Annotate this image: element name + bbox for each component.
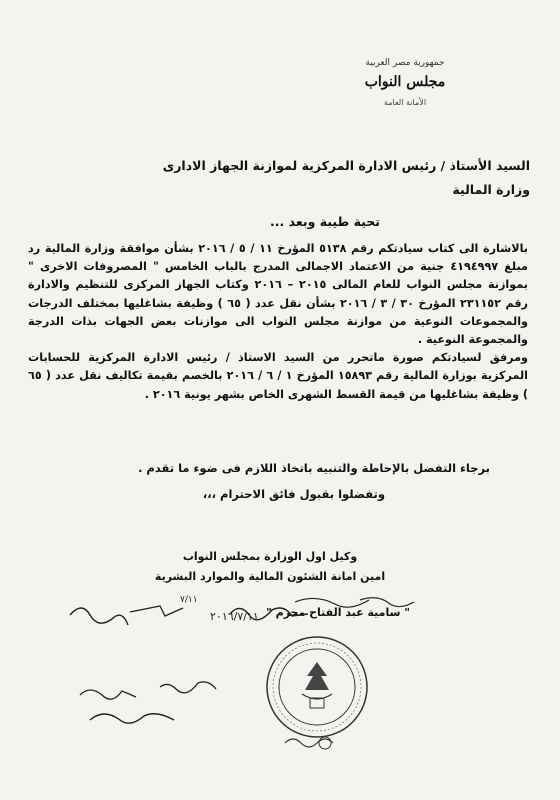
signatory-block	[120, 547, 420, 587]
letterhead	[335, 58, 475, 107]
body-paragraph-1: بالاشارة الى كتاب سيادتكم رقم ٥١٣٨ المؤرخ ١١ / ٥ / ٢٠١٦ بشأن موافقة وزارة المالية رد مبلغ ٤١٩٤٩٩٧ جنية من الاعتماد الاجمالى المدرج بالباب الخامس " المصروفات الاخرى " بموازنة مجلس النواب للعام المالى ٢٠١٥ – ٢٠١٦ وكتاب الجهاز المركزى للتنظيم والادارة رقم ٢٣١١٥٢ المؤرخ ٣٠ / ٣ / ٢٠١٦ بشأن نقل عدد ( ٦٥ ) وظيفة بشاغليها بمختلف الدرجات والمجموعات النوعية من موازنة مجلس النواب الى موازنات بعض الجهات بذات الدرجة والمجموعة النوعية .	[28, 242, 528, 347]
letter-body	[28, 240, 528, 404]
signatory-title-1: وكيل اول الوزارة بمجلس النواب	[182, 550, 358, 563]
handwritten-note: ٧/١١	[180, 595, 198, 605]
greeting: تحية طيبة وبعد ...	[270, 214, 380, 229]
closing-request: برجاء التفضل بالإحاطة والتنبيه باتخاذ اللازم فى ضوء ما تقدم .	[138, 461, 490, 475]
country-name: جمهورية مصر العربية	[365, 58, 445, 68]
secretariat-name: الأمانة العامة	[383, 98, 427, 107]
addressee-line-1: السيد الأستاذ / رئيس الادارة المركزية لموازنة الجهاز الادارى	[162, 158, 530, 173]
seal-number-scribble	[280, 728, 340, 758]
handwritten-notes-lower	[70, 675, 230, 735]
signatory-name: " سامية عبد الفتاح محرم "	[266, 606, 410, 619]
council-name: مجلس النواب	[364, 74, 446, 90]
signatory-title-2: امين امانة الشئون المالية والموارد البشرية	[154, 570, 386, 583]
body-paragraph-2: ومرفق لسيادتكم صورة ماتحرر من السيد الاستاذ / رئيس الادارة المركزية للحسابات المركزية بوزارة المالية رقم ١٥٨٩٣ المؤرخ ١ / ٦ / ٢٠١٦ بالخصم بقيمة تكاليف نقل عدد ( ٦٥ ) وظيفة بشاغليها من قيمة القسط الشهرى الخاص بشهر يونية ٢٠١٦ .	[28, 351, 528, 401]
official-seal	[262, 632, 372, 742]
addressee-line-2: وزارة المالية	[452, 182, 530, 197]
closing-regards: وتفضلوا بقبول فائق الاحترام ،،،	[202, 487, 385, 501]
handwritten-date: ٢٠١٦/٧/١١	[210, 610, 259, 623]
